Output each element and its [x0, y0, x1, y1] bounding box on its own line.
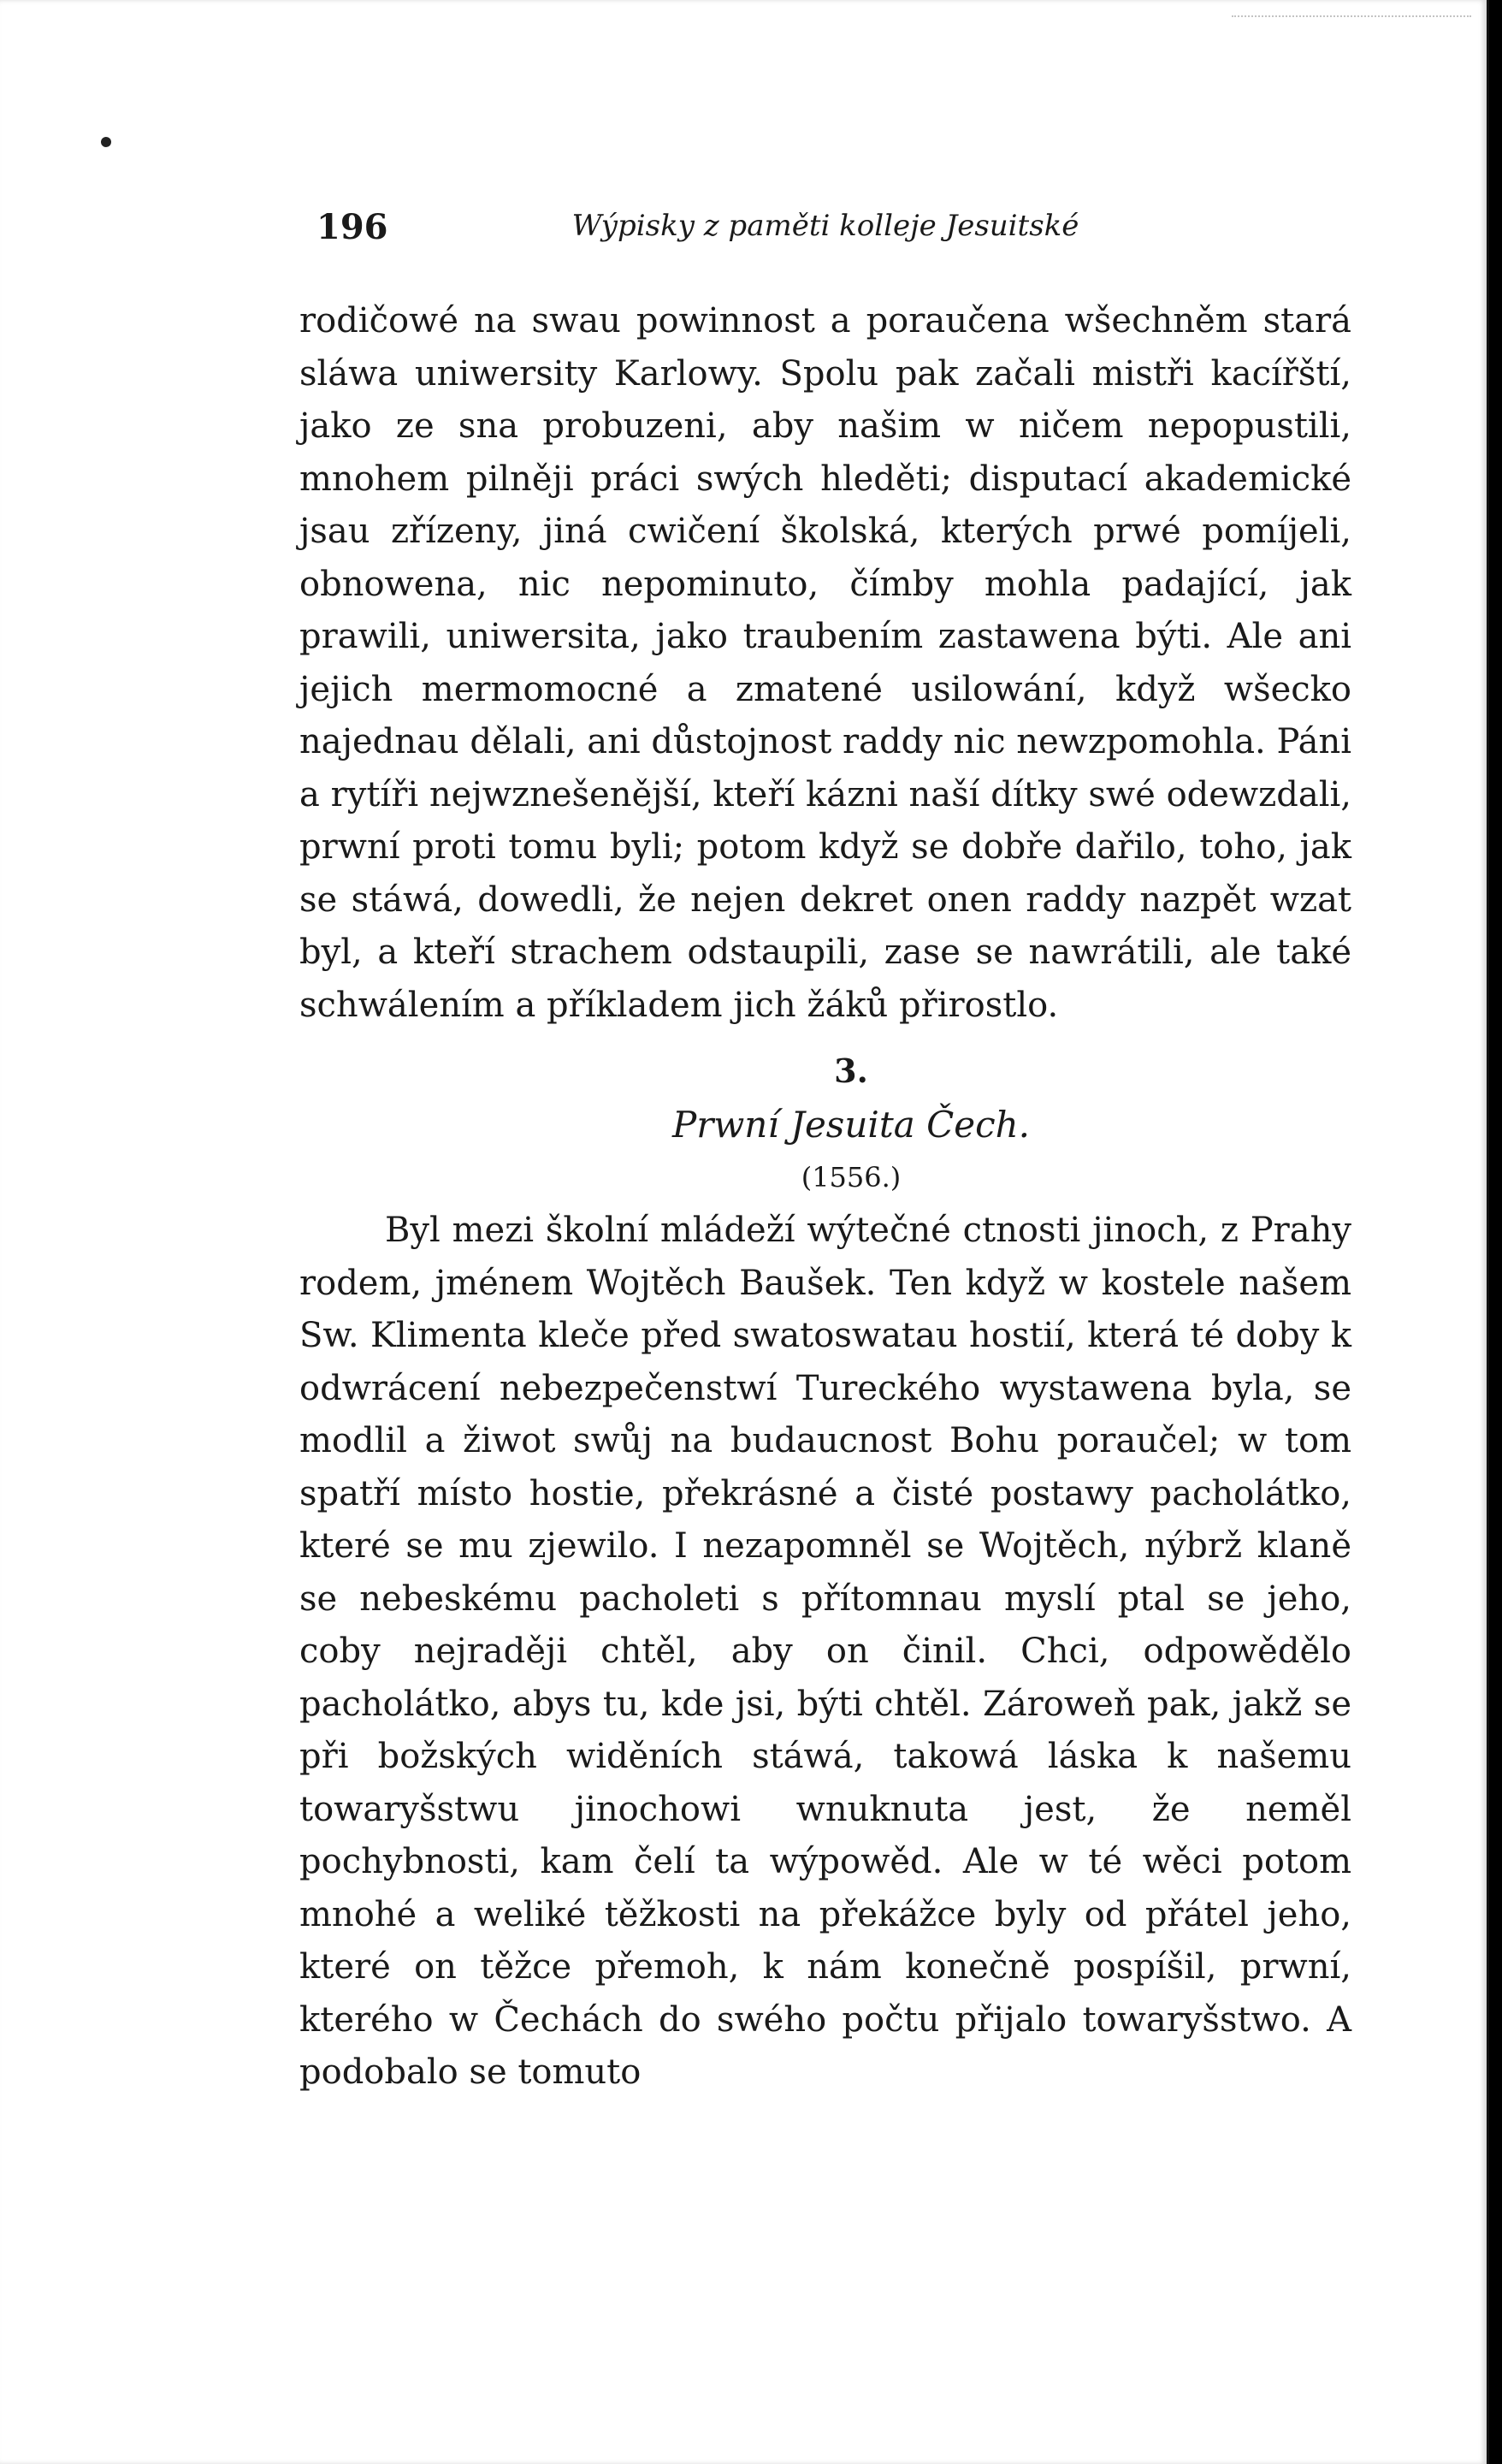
- running-head: Wýpisky z paměti kolleje Jesuitské: [571, 209, 1079, 243]
- page-header: [299, 190, 1351, 247]
- paragraph-continuation: rodičowé na swau powinnost a poraučena wšechněm stará sláwa uniwersity Karlowy. Spolu pak začali mistři kacířští, jako ze sna probuzeni, aby našim w ničem nepopustili, mnohem pilněji práci swých hleděti; disputací akademické jsau zřízeny, jiná cwičení školská, kterých prwé pomíjeli, obnowena, nic nepominuto, čímby mohla padající, jak prawili, uniwersita, jako traubením zastawena býti. Ale ani jejich mermomocné a zmatené usilowání, když wšecko najednau dělali, ani důstojnost raddy nic newzpomohla. Páni a rytíři nejwznešenější, kteří kázni naší dítky swé odewzdali, prwní proti tomu byli; potom když se dobře dařilo, toho, jak se stáwá, dowedli, že nejen dekret onen raddy nazpět wzat byl, a kteří strachem odstaupili, zase se nawrátili, ale také schwálením a příkladem jich žáků přirostlo.: [299, 301, 1351, 1025]
- edge-marks: [1232, 15, 1471, 34]
- section-year: (1556.): [801, 1161, 902, 1194]
- margin-dot: [101, 137, 111, 147]
- page-number: 196: [316, 207, 388, 247]
- page-content: [299, 190, 1351, 2100]
- section-number: 3.: [834, 1051, 868, 1090]
- section-title: Prwní Jesuita Čech.: [671, 1104, 1031, 1146]
- paragraph-section-body: Byl mezi školní mládeží wýtečné ctnosti jinoch, z Prahy rodem, jménem Wojtěch Baušek. Ten když w kostele našem Sw. Klimenta kleče před swatoswatau hostií, která té doby k odwrácení nebezpečenstwí Tureckého wystawena byla, se modlil a žiwot swůj na budaucnost Bohu poraučel; w tom spatří místo hostie, překrásné a čisté postawy pacholátko, které se mu zjewilo. I nezapomněl se Wojtěch, nýbrž klaně se nebeskému pacholeti s přítomnau myslí ptal se jeho, coby nejraději chtěl, aby on činil. Chci, odpowědělo pacholátko, abys tu, kde jsi, býti chtěl. Zároweň pak, jakž se při božských widěních stáwá, takowá láska k našemu towaryšstwu jinochowi wnuknuta jest, že neměl pochybnosti, kam čelí ta wýpowěd. Ale w té wěci potom mnohé a weliké těžkosti na překážce byly od přátel jeho, které on těžce přemoh, k nám konečně pospíšil, prwní, kterého w Čechách do swého počtu přijalo towaryšstwo. A podobalo se tomuto: [299, 1211, 1351, 2092]
